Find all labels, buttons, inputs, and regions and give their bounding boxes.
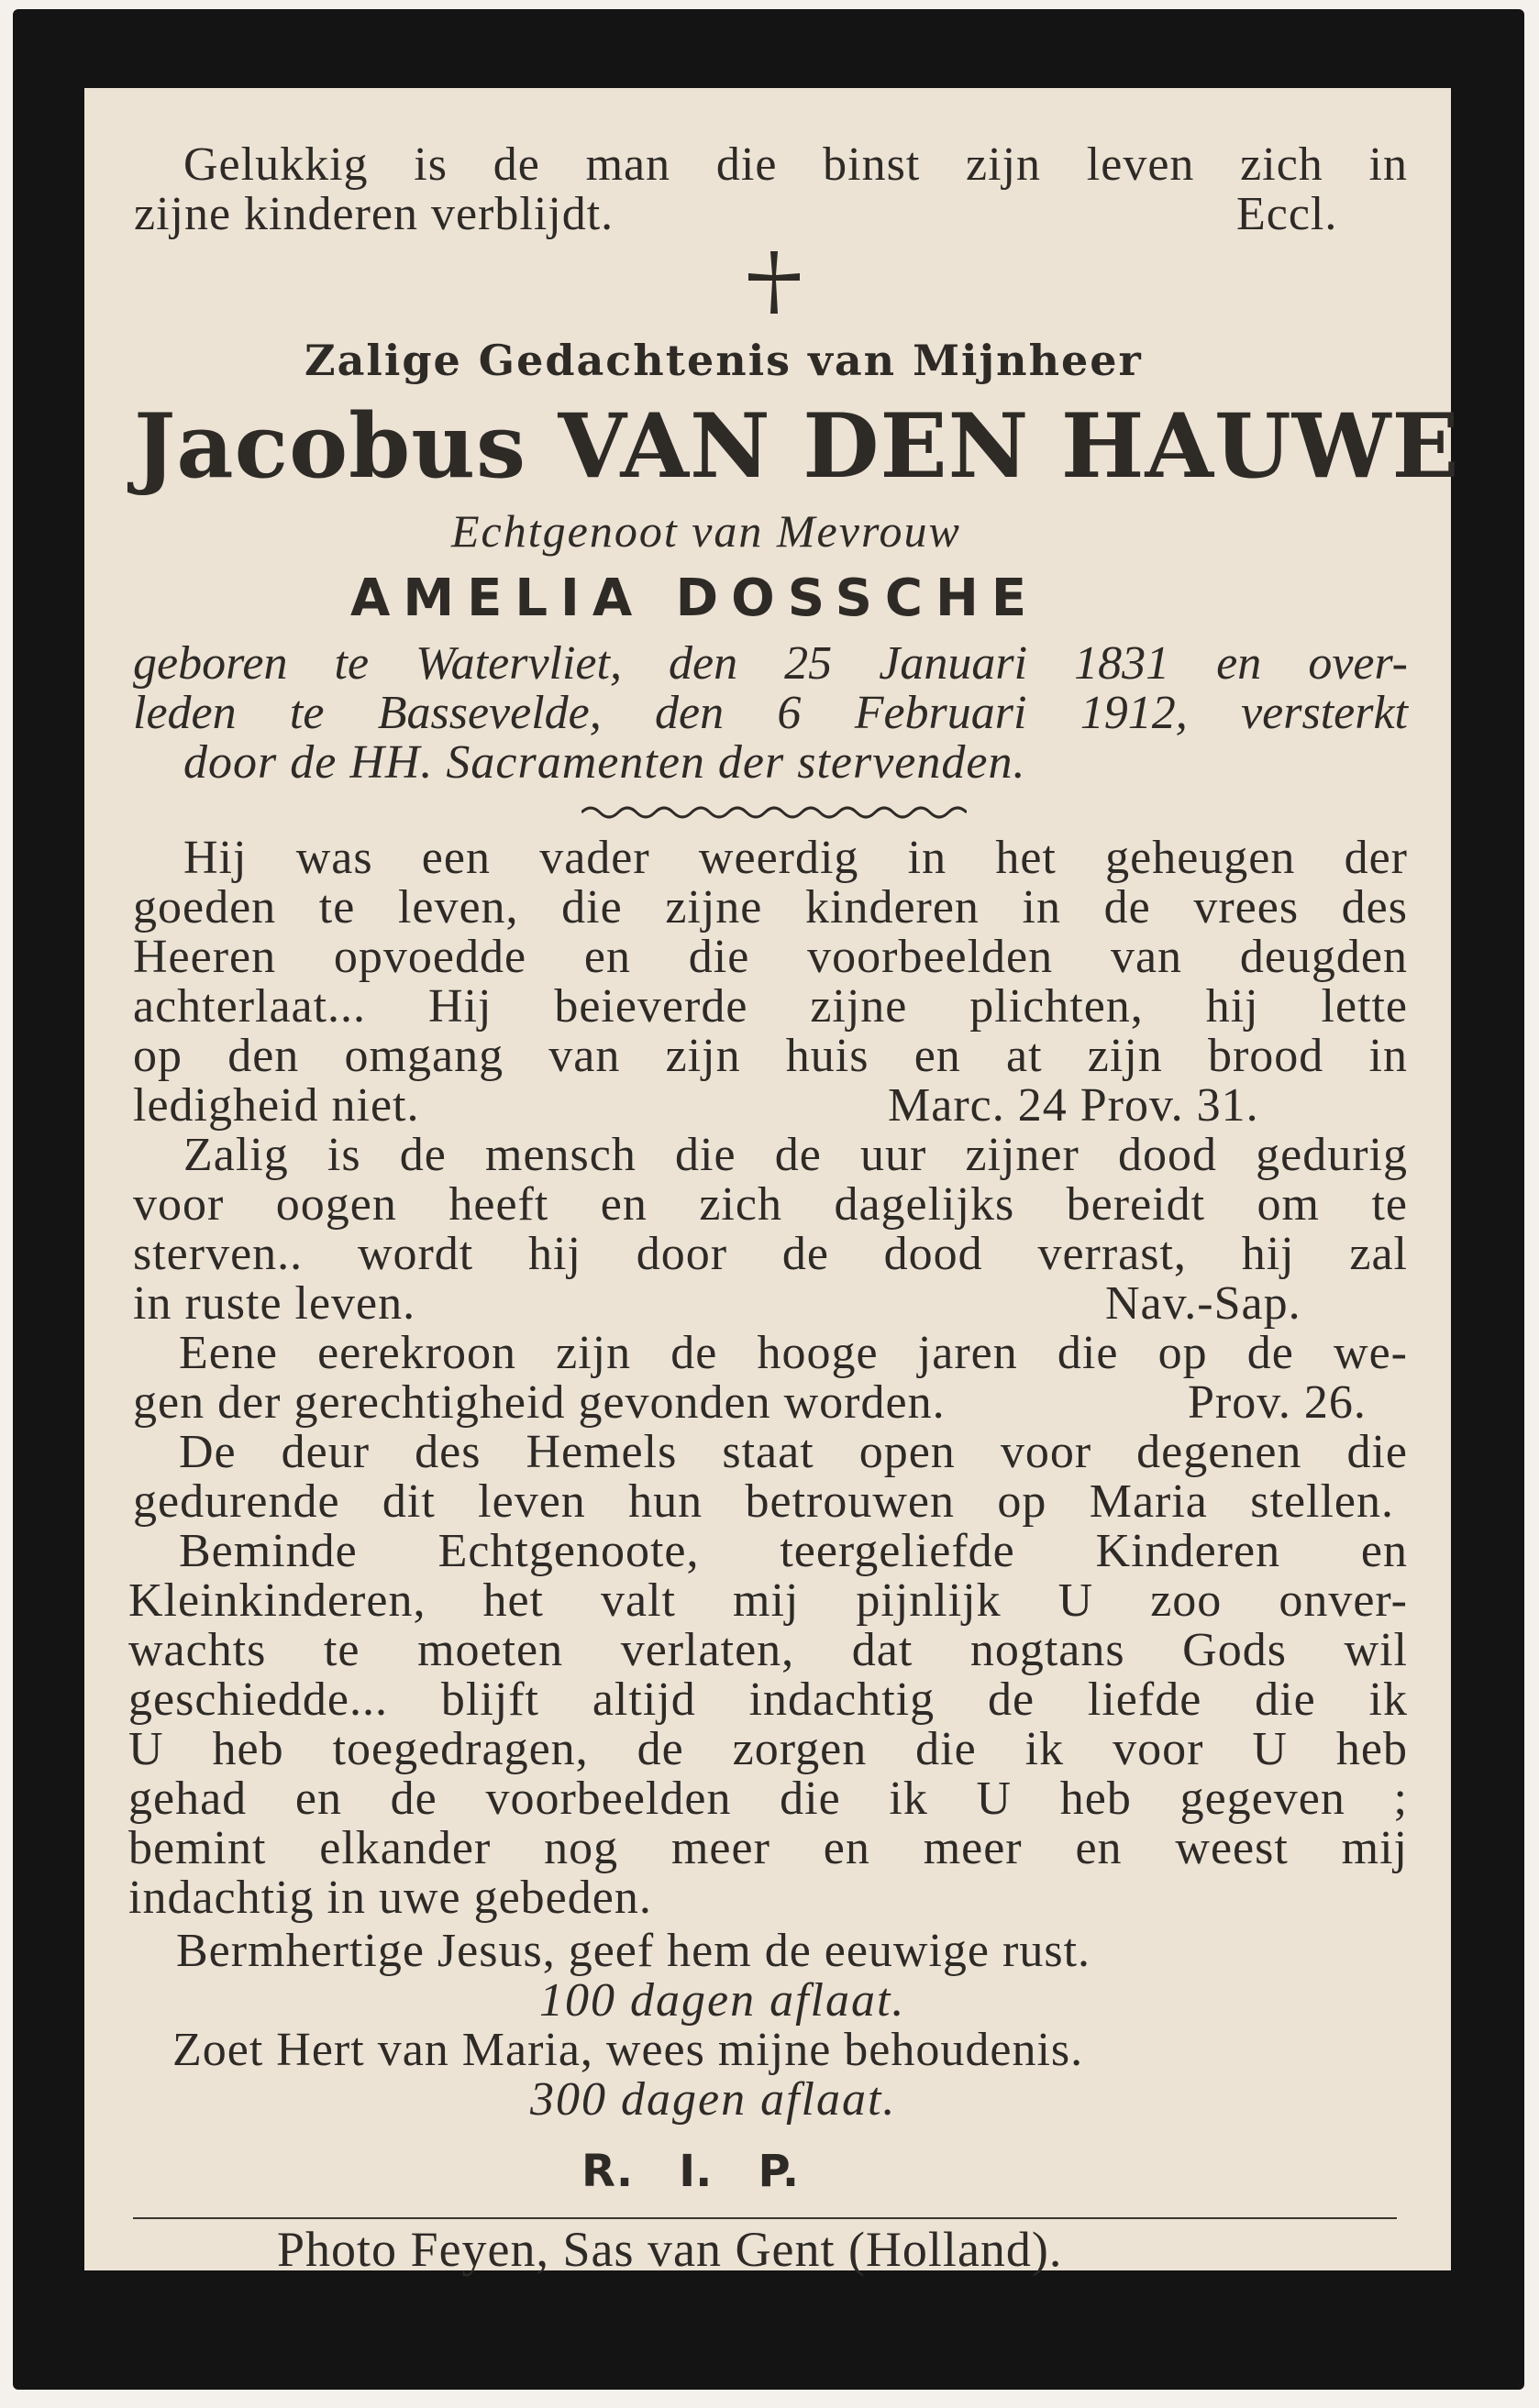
- cross-icon: [741, 249, 807, 315]
- p2-reference: Nav.-Sap.: [1105, 1277, 1301, 1330]
- p5-line-1: Beminde Echtgenoote, teergeliefde Kinderen en: [179, 1525, 1408, 1577]
- p3-line-2: gen der gerechtigheid gevonden worden.: [133, 1376, 946, 1429]
- epigraph-line-1: Gelukkig is de man die binst zijn leven zich in: [183, 138, 1408, 191]
- memorial-heading: Zalige Gedachtenis van Mijnheer: [304, 336, 1143, 385]
- p2-line-1: Zalig is de mensch die de uur zijner dood gedurig: [183, 1129, 1408, 1181]
- bio-line-3: door de HH. Sacramenten der stervenden.: [183, 736, 1026, 789]
- epigraph-line-2: zijne kinderen verblijdt.: [134, 188, 614, 240]
- wavy-divider: [581, 801, 967, 823]
- indulgence-1: 100 dagen aflaat.: [539, 1974, 906, 2027]
- footer-divider: [133, 2217, 1397, 2219]
- bio-line-2: leden te Bassevelde, den 6 Februari 1912, versterkt: [133, 687, 1408, 739]
- indulgence-2: 300 dagen aflaat.: [530, 2073, 897, 2126]
- spouse-name: AMELIA DOSSCHE: [350, 569, 1040, 628]
- bio-line-1: geboren te Watervliet, den 25 Januari 1831 en over-: [133, 637, 1408, 690]
- p4-line-2: gedurende dit leven hun betrouwen op Maria stellen.: [133, 1475, 1394, 1528]
- p3-line-1: Eene eerekroon zijn de hooge jaren die op de we-: [179, 1327, 1408, 1379]
- p2-line-4: in ruste leven.: [133, 1277, 416, 1330]
- p1-line-3: Heeren opvoedde en die voorbeelden van deugden: [133, 931, 1408, 983]
- p1-line-1: Hij was een vader weerdig in het geheugen der: [183, 832, 1408, 884]
- photographer-credit: Photo Feyen, Sas van Gent (Holland).: [277, 2222, 1063, 2277]
- p1-line-6: ledigheid niet.: [133, 1079, 420, 1132]
- p5-line-4: geschiedde... blijft altijd indachtig de liefde die ik: [128, 1673, 1408, 1726]
- p5-line-5: U heb toegedragen, de zorgen die ik voor U heb: [128, 1723, 1408, 1775]
- p1-line-4: achterlaat... Hij beieverde zijne plichten, hij lette: [133, 980, 1408, 1033]
- prayer-1: Bermhertige Jesus, geef hem de eeuwige rust.: [176, 1925, 1091, 1977]
- p1-reference: Marc. 24 Prov. 31.: [888, 1079, 1259, 1132]
- prayer-2: Zoet Hert van Maria, wees mijne behoudenis.: [172, 2024, 1084, 2076]
- epigraph-source: Eccl.: [1236, 188, 1338, 240]
- p4-line-1: De deur des Hemels staat open voor degenen die: [179, 1426, 1408, 1478]
- p1-line-5: op den omgang van zijn huis en at zijn brood in: [133, 1030, 1408, 1082]
- p5-line-8: indachtig in uwe gebeden.: [128, 1872, 652, 1924]
- p2-line-2: voor oogen heeft en zich dagelijks bereidt om te: [133, 1178, 1408, 1231]
- p5-line-2: Kleinkinderen, het valt mij pijnlijk U zoo onver-: [128, 1574, 1408, 1627]
- p5-line-6: gehad en de voorbeelden die ik U heb gegeven ;: [128, 1773, 1408, 1825]
- p5-line-7: bemint elkander nog meer en meer en weest mij: [128, 1822, 1408, 1874]
- p3-reference: Prov. 26.: [1188, 1376, 1367, 1429]
- p5-line-3: wachts te moeten verlaten, dat nogtans Gods wil: [128, 1624, 1408, 1676]
- p2-line-3: sterven.. wordt hij door de dood verrast, hij zal: [133, 1228, 1408, 1280]
- p1-line-2: goeden te leven, die zijne kinderen in de vrees des: [133, 881, 1408, 933]
- rip-text: R. I. P.: [581, 2146, 800, 2197]
- deceased-name: Jacobus VAN DEN HAUWE: [134, 394, 1460, 498]
- spouse-intro: Echtgenoot van Mevrouw: [451, 505, 961, 557]
